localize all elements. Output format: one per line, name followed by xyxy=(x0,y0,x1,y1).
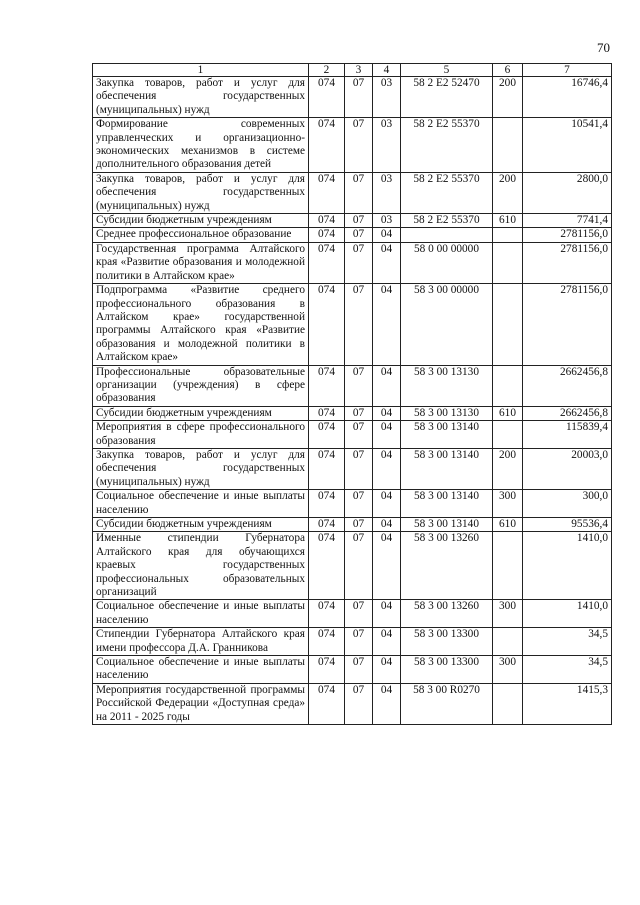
budget-table xyxy=(92,63,612,725)
header-col-6: 6 xyxy=(493,64,523,77)
cell-ministry: 074 xyxy=(309,365,345,406)
cell-ministry: 074 xyxy=(309,490,345,518)
cell-amount: 16746,4 xyxy=(523,77,612,118)
cell-amount: 7741,4 xyxy=(523,214,612,228)
cell-section: 07 xyxy=(345,406,373,420)
cell-section: 07 xyxy=(345,214,373,228)
cell-amount: 2662456,8 xyxy=(523,406,612,420)
cell-expense-type: 610 xyxy=(493,406,523,420)
cell-ministry: 074 xyxy=(309,242,345,283)
cell-target: 58 2 E2 52470 xyxy=(401,77,493,118)
cell-subsection: 04 xyxy=(373,242,401,283)
table-row xyxy=(93,228,612,242)
cell-subsection: 04 xyxy=(373,628,401,656)
cell-name: Закупка товаров, работ и услуг для обеспечения государственных (муниципальных) нужд xyxy=(93,172,309,213)
cell-subsection: 04 xyxy=(373,600,401,628)
cell-name: Социальное обеспечение и иные выплаты населению xyxy=(93,656,309,684)
table-row xyxy=(93,365,612,406)
cell-section: 07 xyxy=(345,365,373,406)
cell-section: 07 xyxy=(345,656,373,684)
cell-name: Мероприятия в сфере профессионального образования xyxy=(93,421,309,449)
cell-target: 58 3 00 13140 xyxy=(401,490,493,518)
cell-section: 07 xyxy=(345,172,373,213)
cell-target: 58 3 00 13140 xyxy=(401,421,493,449)
cell-section: 07 xyxy=(345,242,373,283)
table-row xyxy=(93,490,612,518)
cell-subsection: 04 xyxy=(373,406,401,420)
table-row xyxy=(93,284,612,365)
cell-section: 07 xyxy=(345,628,373,656)
table-body xyxy=(93,77,612,725)
table-row xyxy=(93,172,612,213)
cell-amount: 95536,4 xyxy=(523,518,612,532)
cell-ministry: 074 xyxy=(309,448,345,489)
cell-expense-type xyxy=(493,284,523,365)
cell-amount: 10541,4 xyxy=(523,118,612,173)
cell-name: Стипендии Губернатора Алтайского края имени профессора Д.А. Гранникова xyxy=(93,628,309,656)
cell-section: 07 xyxy=(345,490,373,518)
header-col-1: 1 xyxy=(93,64,309,77)
cell-name: Мероприятия государственной программы Российской Федерации «Доступная среда» на 2011 - 2025 годы xyxy=(93,683,309,724)
cell-subsection: 04 xyxy=(373,490,401,518)
cell-subsection: 04 xyxy=(373,421,401,449)
cell-amount: 2662456,8 xyxy=(523,365,612,406)
cell-expense-type xyxy=(493,242,523,283)
cell-expense-type: 200 xyxy=(493,448,523,489)
cell-section: 07 xyxy=(345,532,373,600)
table-row xyxy=(93,656,612,684)
cell-expense-type xyxy=(493,532,523,600)
cell-expense-type: 200 xyxy=(493,77,523,118)
cell-target: 58 3 00 13130 xyxy=(401,406,493,420)
cell-ministry: 074 xyxy=(309,214,345,228)
cell-ministry: 074 xyxy=(309,518,345,532)
cell-section: 07 xyxy=(345,448,373,489)
cell-name: Закупка товаров, работ и услуг для обеспечения государственных (муниципальных) нужд xyxy=(93,448,309,489)
cell-amount: 2800,0 xyxy=(523,172,612,213)
table-row xyxy=(93,683,612,724)
cell-subsection: 04 xyxy=(373,365,401,406)
cell-amount: 1415,3 xyxy=(523,683,612,724)
cell-target: 58 3 00 13300 xyxy=(401,656,493,684)
cell-expense-type xyxy=(493,228,523,242)
cell-expense-type: 300 xyxy=(493,490,523,518)
cell-section: 07 xyxy=(345,600,373,628)
cell-name: Субсидии бюджетным учреждениям xyxy=(93,518,309,532)
cell-amount: 1410,0 xyxy=(523,600,612,628)
table-row xyxy=(93,242,612,283)
cell-section: 07 xyxy=(345,77,373,118)
cell-ministry: 074 xyxy=(309,406,345,420)
cell-target: 58 3 00 13300 xyxy=(401,628,493,656)
table-row xyxy=(93,421,612,449)
cell-subsection: 03 xyxy=(373,118,401,173)
cell-name: Закупка товаров, работ и услуг для обеспечения государственных (муниципальных) нужд xyxy=(93,77,309,118)
cell-ministry: 074 xyxy=(309,172,345,213)
cell-ministry: 074 xyxy=(309,600,345,628)
cell-target: 58 3 00 R0270 xyxy=(401,683,493,724)
cell-expense-type xyxy=(493,118,523,173)
cell-name: Именные стипендии Губернатора Алтайского края для обучающихся краевых государственных профессиональных образовательных организаций xyxy=(93,532,309,600)
cell-amount: 2781156,0 xyxy=(523,242,612,283)
cell-ministry: 074 xyxy=(309,421,345,449)
cell-expense-type xyxy=(493,628,523,656)
cell-subsection: 04 xyxy=(373,532,401,600)
table-row xyxy=(93,448,612,489)
cell-amount: 2781156,0 xyxy=(523,228,612,242)
cell-name: Профессиональные образовательные организации (учреждения) в сфере образования xyxy=(93,365,309,406)
cell-target: 58 0 00 00000 xyxy=(401,242,493,283)
table-row xyxy=(93,406,612,420)
cell-ministry: 074 xyxy=(309,683,345,724)
cell-target: 58 2 E2 55370 xyxy=(401,172,493,213)
table-row xyxy=(93,77,612,118)
cell-expense-type xyxy=(493,683,523,724)
table-row xyxy=(93,532,612,600)
cell-name: Подпрограмма «Развитие среднего профессионального образования в Алтайском крае» государственной программы Алтайского края «Развитие образования и молодежной политики в Алтайском крае» xyxy=(93,284,309,365)
table-row xyxy=(93,628,612,656)
cell-name: Среднее профессиональное образование xyxy=(93,228,309,242)
cell-ministry: 074 xyxy=(309,532,345,600)
cell-expense-type: 300 xyxy=(493,656,523,684)
cell-section: 07 xyxy=(345,284,373,365)
cell-subsection: 04 xyxy=(373,683,401,724)
cell-ministry: 074 xyxy=(309,118,345,173)
header-col-5: 5 xyxy=(401,64,493,77)
cell-name: Социальное обеспечение и иные выплаты населению xyxy=(93,490,309,518)
table-row xyxy=(93,518,612,532)
cell-subsection: 04 xyxy=(373,518,401,532)
cell-target xyxy=(401,228,493,242)
cell-ministry: 074 xyxy=(309,628,345,656)
cell-name: Субсидии бюджетным учреждениям xyxy=(93,406,309,420)
cell-name: Формирование современных управленческих и организационно-экономических механизмов в системе дополнительного образования детей xyxy=(93,118,309,173)
header-col-4: 4 xyxy=(373,64,401,77)
cell-ministry: 074 xyxy=(309,656,345,684)
cell-target: 58 2 E2 55370 xyxy=(401,118,493,173)
cell-amount: 34,5 xyxy=(523,628,612,656)
cell-subsection: 04 xyxy=(373,228,401,242)
cell-expense-type: 200 xyxy=(493,172,523,213)
cell-ministry: 074 xyxy=(309,228,345,242)
cell-section: 07 xyxy=(345,683,373,724)
cell-target: 58 3 00 13260 xyxy=(401,600,493,628)
cell-target: 58 2 E2 55370 xyxy=(401,214,493,228)
table-row xyxy=(93,118,612,173)
cell-subsection: 04 xyxy=(373,656,401,684)
cell-subsection: 03 xyxy=(373,172,401,213)
page-number: 70 xyxy=(597,40,610,55)
cell-section: 07 xyxy=(345,421,373,449)
cell-expense-type: 300 xyxy=(493,600,523,628)
cell-name: Государственная программа Алтайского края «Развитие образования и молодежной политики в Алтайском крае» xyxy=(93,242,309,283)
cell-target: 58 3 00 13140 xyxy=(401,518,493,532)
cell-subsection: 03 xyxy=(373,214,401,228)
table-row xyxy=(93,214,612,228)
header-col-3: 3 xyxy=(345,64,373,77)
cell-expense-type: 610 xyxy=(493,214,523,228)
cell-amount: 115839,4 xyxy=(523,421,612,449)
cell-subsection: 04 xyxy=(373,284,401,365)
cell-expense-type xyxy=(493,365,523,406)
cell-section: 07 xyxy=(345,228,373,242)
cell-subsection: 04 xyxy=(373,448,401,489)
table-row xyxy=(93,600,612,628)
cell-target: 58 3 00 13140 xyxy=(401,448,493,489)
cell-target: 58 3 00 00000 xyxy=(401,284,493,365)
cell-amount: 300,0 xyxy=(523,490,612,518)
cell-name: Социальное обеспечение и иные выплаты населению xyxy=(93,600,309,628)
cell-amount: 20003,0 xyxy=(523,448,612,489)
cell-subsection: 03 xyxy=(373,77,401,118)
cell-amount: 1410,0 xyxy=(523,532,612,600)
cell-amount: 34,5 xyxy=(523,656,612,684)
cell-expense-type: 610 xyxy=(493,518,523,532)
cell-section: 07 xyxy=(345,118,373,173)
cell-expense-type xyxy=(493,421,523,449)
header-col-2: 2 xyxy=(309,64,345,77)
cell-target: 58 3 00 13260 xyxy=(401,532,493,600)
header-row xyxy=(93,64,612,77)
cell-amount: 2781156,0 xyxy=(523,284,612,365)
cell-ministry: 074 xyxy=(309,284,345,365)
cell-target: 58 3 00 13130 xyxy=(401,365,493,406)
cell-section: 07 xyxy=(345,518,373,532)
header-col-7: 7 xyxy=(523,64,612,77)
cell-name: Субсидии бюджетным учреждениям xyxy=(93,214,309,228)
cell-ministry: 074 xyxy=(309,77,345,118)
